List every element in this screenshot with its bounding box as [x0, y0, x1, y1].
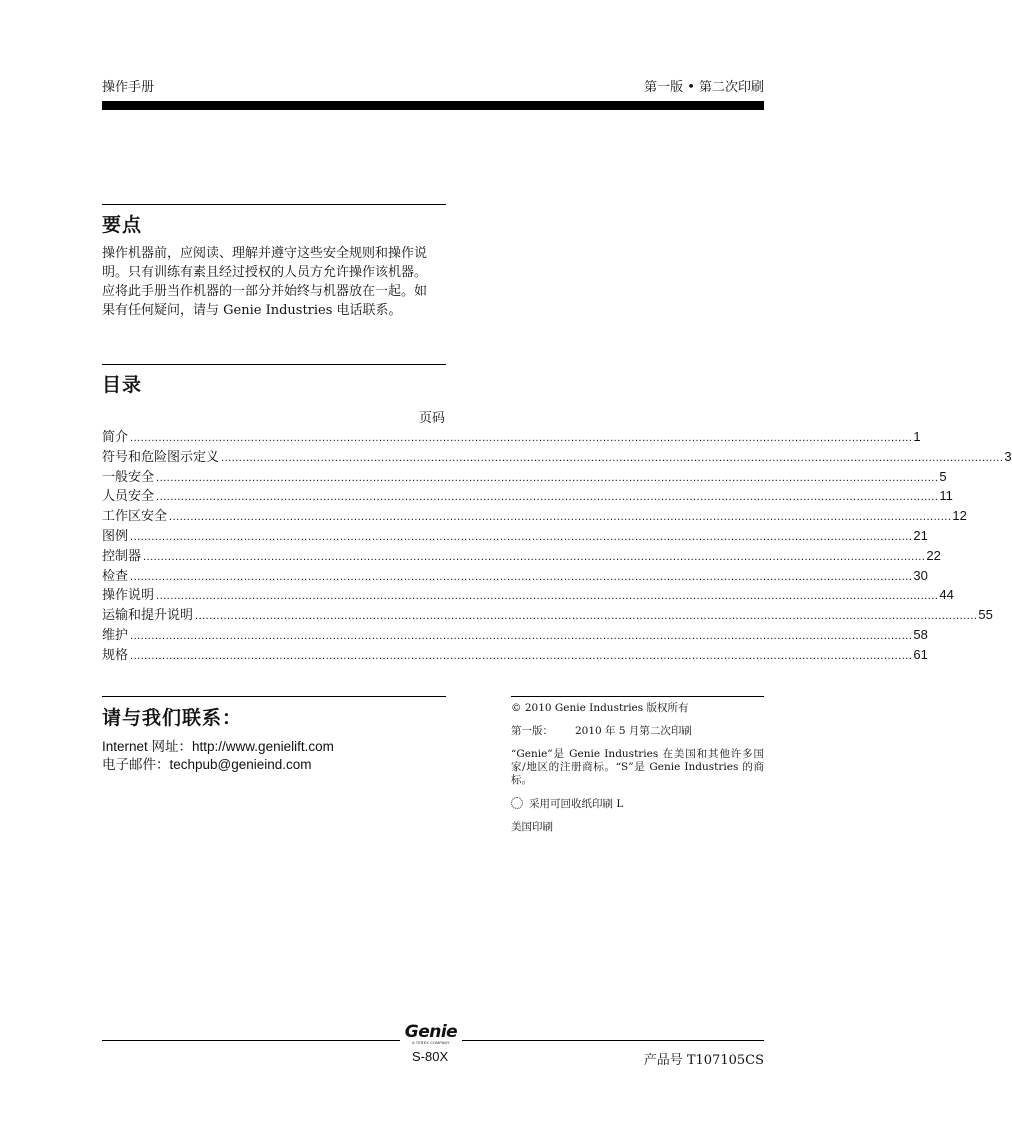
- header-manual-title: 操作手册: [102, 80, 155, 95]
- toc-entry-label: 维护: [102, 627, 129, 643]
- toc-entry-page: 5: [939, 468, 947, 484]
- genie-logo-word: Genie: [404, 1022, 458, 1042]
- toc-entry-page: 55: [978, 607, 993, 623]
- toc-entry: [102, 466, 947, 486]
- website-link[interactable]: http://www.genielift.com: [192, 739, 334, 754]
- edition-line: [511, 725, 764, 738]
- copyright-rule: [511, 696, 764, 697]
- toc-entry: [102, 565, 928, 585]
- toc-entry-label: 图例: [102, 528, 129, 544]
- toc-entry: [102, 446, 1012, 466]
- toc-entry-label: 操作说明: [102, 588, 155, 604]
- toc-list: [102, 426, 1012, 664]
- toc-leader-dots: ............................................................................................................................................................................................................................: [130, 649, 913, 662]
- toc-entry-page: 12: [952, 508, 967, 524]
- toc-entry: [102, 604, 993, 624]
- toc-rule: [102, 364, 446, 365]
- header-divider-bar: [102, 101, 764, 110]
- footer-rule-left: [102, 1040, 400, 1041]
- internet-label: Internet 网址：: [102, 739, 193, 754]
- toc-leader-dots: ............................................................................................................................................................................................................................: [143, 550, 926, 563]
- toc-entry: [102, 624, 928, 644]
- footer-model: S-80X: [412, 1049, 449, 1064]
- toc-entry-label: 检查: [102, 568, 129, 584]
- toc-entry-label: 符号和危险图示定义: [102, 449, 220, 465]
- toc-page-column-header: 页码: [418, 411, 445, 426]
- footer-part-number: 产品号 T107105CS: [643, 1053, 764, 1068]
- toc-leader-dots: ............................................................................................................................................................................................................................: [156, 590, 939, 603]
- toc-entry-page: 58: [913, 626, 928, 642]
- toc-entry: [102, 485, 953, 505]
- header-edition: 第一版 • 第二次印刷: [644, 80, 764, 95]
- copyright-line: © 2010 Genie Industries 版权所有: [511, 702, 689, 714]
- key-points-line: 明。只有训练有素且经过授权的人员方允许操作该机器。: [102, 265, 428, 280]
- toc-leader-dots: ............................................................................................................................................................................................................................: [130, 432, 913, 444]
- toc-entry-page: 3: [1004, 448, 1012, 464]
- toc-entry-page: 44: [939, 587, 954, 603]
- key-points-rule: [102, 204, 446, 205]
- recycled-line: [511, 797, 764, 811]
- toc-entry-page: 1: [913, 429, 921, 444]
- key-points-line: 果有任何疑问，请与 Genie Industries 电话联系。: [102, 303, 402, 318]
- toc-leader-dots: ............................................................................................................................................................................................................................: [156, 491, 939, 504]
- contact-rule: [102, 696, 446, 697]
- toc-entry-label: 控制器: [102, 548, 142, 564]
- toc-entry: [102, 525, 928, 545]
- email-label: 电子邮件：: [102, 757, 170, 772]
- trademark-notice: “Genie”是 Genie Industries 在美国和其他许多国家/地区的注册商标。“S”是 Genie Industries 的商标。: [511, 748, 764, 786]
- toc-leader-dots: ............................................................................................................................................................................................................................: [221, 451, 1004, 464]
- toc-entry-label: 人员安全: [102, 489, 155, 505]
- toc-entry-page: 61: [913, 646, 928, 662]
- toc-entry-label: 一般安全: [102, 469, 155, 485]
- toc-entry-label: 规格: [102, 647, 129, 663]
- contact-heading: 请与我们联系：: [102, 707, 243, 729]
- toc-leader-dots: ............................................................................................................................................................................................................................: [156, 471, 939, 484]
- toc-entry-page: 30: [913, 567, 928, 583]
- edition-date: 2010 年 5 月第二次印刷: [575, 725, 692, 737]
- genie-logo-subtitle: A TEREX COMPANY: [412, 1041, 450, 1045]
- toc-entry-label: 简介: [102, 430, 129, 445]
- copyright-block: [511, 702, 764, 844]
- key-points-line: 应将此手册当作机器的一部分并始终与机器放在一起。如: [102, 284, 428, 299]
- toc-leader-dots: ............................................................................................................................................................................................................................: [130, 570, 913, 583]
- footer-rule-right: [462, 1040, 764, 1041]
- key-points-body: [102, 244, 448, 320]
- toc-entry: [102, 644, 928, 664]
- recycled-text: 采用可回收纸印刷 L: [529, 798, 624, 810]
- contact-info: [102, 738, 334, 774]
- toc-leader-dots: ............................................................................................................................................................................................................................: [130, 629, 913, 642]
- toc-entry-label: 运输和提升说明: [102, 608, 194, 624]
- toc-leader-dots: ............................................................................................................................................................................................................................: [130, 530, 913, 543]
- printed-in-line: 美国印刷: [511, 821, 553, 833]
- toc-entry: [102, 426, 921, 446]
- key-points-line: 操作机器前，应阅读、理解并遵守这些安全规则和操作说: [102, 246, 428, 261]
- toc-entry: [102, 545, 941, 565]
- internet-line: [102, 738, 334, 756]
- toc-heading: 目录: [102, 374, 143, 396]
- toc-entry-page: 22: [926, 547, 941, 563]
- toc-entry: [102, 584, 954, 604]
- toc-entry: [102, 505, 967, 525]
- email-link[interactable]: techpub@genieind.com: [169, 757, 312, 772]
- toc-entry-label: 工作区安全: [102, 509, 168, 525]
- toc-leader-dots: ............................................................................................................................................................................................................................: [195, 610, 978, 623]
- edition-label: 第一版：: [511, 725, 553, 737]
- toc-entry-page: 11: [939, 488, 953, 504]
- toc-leader-dots: ............................................................................................................................................................................................................................: [169, 511, 952, 524]
- email-line: [102, 756, 334, 774]
- key-points-heading: 要点: [102, 214, 143, 236]
- recycle-icon: [511, 797, 523, 809]
- toc-entry-page: 21: [913, 527, 928, 543]
- genie-logo: [401, 1023, 461, 1045]
